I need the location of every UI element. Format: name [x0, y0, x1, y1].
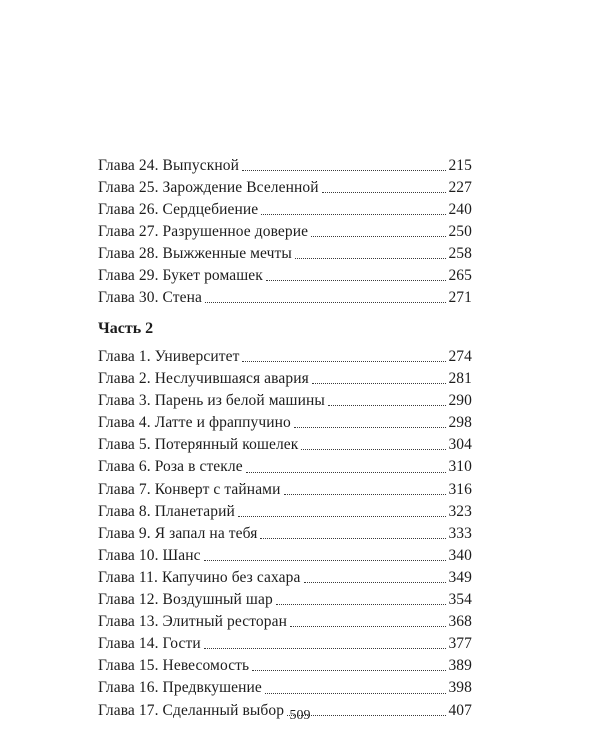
- toc-entry-title: Глава 13. Элитный ресторан: [98, 613, 287, 631]
- toc-entry-page: 271: [448, 289, 472, 306]
- part-2-heading: Часть 2: [98, 320, 154, 337]
- toc-entry-title: Глава 5. Потерянный кошелек: [98, 436, 299, 454]
- toc-entry[interactable]: [98, 545, 472, 567]
- toc-entry[interactable]: [98, 243, 472, 265]
- toc-entry-page: 281: [448, 370, 472, 388]
- dot-leader: [276, 604, 447, 605]
- toc-entry-title: Глава 29. Букет ромашек: [98, 267, 263, 284]
- toc-entry-title: Глава 6. Роза в стекле: [98, 458, 243, 476]
- toc-entry-page: 265: [448, 267, 472, 284]
- toc-entry[interactable]: [98, 265, 472, 287]
- toc-entry-page: 368: [448, 613, 472, 631]
- toc-entry-title: Глава 28. Выжженные мечты: [98, 245, 292, 262]
- toc-entry-page: 354: [448, 591, 472, 609]
- toc-entry-title: Глава 9. Я запал на тебя: [98, 524, 258, 542]
- dot-leader: [312, 383, 447, 384]
- toc-entry-page: 298: [448, 414, 472, 432]
- dot-leader: [261, 214, 446, 215]
- toc-entry-title: Глава 8. Планетарий: [98, 502, 235, 520]
- toc-entry-title: Глава 24. Выпускной: [98, 157, 239, 174]
- toc-entry-title: Глава 27. Разрушенное доверие: [98, 223, 309, 240]
- toc-entry[interactable]: [98, 221, 472, 243]
- toc-entry-title: Глава 26. Сердцебиение: [98, 201, 259, 218]
- toc-entry-page: 316: [448, 480, 472, 498]
- toc-entry-page: 240: [448, 201, 472, 218]
- toc-entry[interactable]: [98, 368, 472, 390]
- toc-entry-page: 323: [448, 502, 472, 520]
- toc-entry-title: Глава 17. Сделанный выбор: [98, 701, 285, 719]
- dot-leader: [290, 626, 446, 627]
- toc-entry-page: 407: [448, 701, 472, 719]
- dot-leader: [242, 361, 446, 362]
- toc-entry[interactable]: [98, 611, 472, 633]
- dot-leader: [311, 236, 446, 237]
- dot-leader: [328, 405, 447, 406]
- toc-entry-page: 304: [448, 436, 472, 454]
- dot-leader: [238, 516, 447, 517]
- toc-entry-page: 215: [448, 157, 472, 174]
- toc-entry[interactable]: [98, 412, 472, 434]
- toc-entry[interactable]: [98, 655, 472, 677]
- toc-entry-title: Глава 4. Латте и фраппучино: [98, 414, 291, 432]
- toc-entry-title: Глава 2. Неслучившаяся авария: [98, 370, 309, 388]
- dot-leader: [265, 693, 447, 694]
- toc-entry[interactable]: [98, 434, 472, 456]
- toc-entry-title: Глава 15. Невесомость: [98, 657, 250, 675]
- toc-entry-page: 340: [448, 546, 472, 564]
- toc-entry-page: 250: [448, 223, 472, 240]
- dot-leader: [252, 670, 446, 671]
- dot-leader: [260, 538, 446, 539]
- toc-entry-title: Глава 1. Университет: [98, 348, 240, 365]
- toc-entry-title: Глава 12. Воздушный шар: [98, 591, 273, 609]
- toc-entry[interactable]: [98, 155, 472, 177]
- toc-entry-page: 377: [448, 635, 472, 653]
- toc-entry-page: 258: [448, 245, 472, 262]
- dot-leader: [284, 494, 447, 495]
- toc-entry[interactable]: [98, 346, 472, 368]
- toc-entry[interactable]: [98, 456, 472, 478]
- toc-entry[interactable]: [98, 501, 472, 523]
- dot-leader: [295, 258, 447, 259]
- toc-entry-title: Глава 25. Зарождение Вселенной: [98, 179, 319, 196]
- dot-leader: [204, 648, 447, 649]
- toc-entry-page: 333: [448, 524, 472, 542]
- toc-entry-page: 349: [448, 568, 472, 586]
- toc-entry[interactable]: [98, 567, 472, 589]
- dot-leader: [294, 427, 447, 428]
- toc-part1-list: [98, 155, 472, 309]
- toc-entry-page: 274: [448, 348, 472, 365]
- toc-entry-page: 389: [448, 657, 472, 675]
- toc-entry[interactable]: [98, 479, 472, 501]
- dot-leader: [304, 582, 447, 583]
- toc-entry[interactable]: [98, 633, 472, 655]
- toc-entry-page: 398: [448, 679, 472, 697]
- toc-entry-title: Глава 16. Предвкушение: [98, 679, 262, 697]
- page-number: 509: [289, 708, 311, 723]
- dot-leader: [204, 560, 447, 561]
- dot-leader: [322, 192, 447, 193]
- toc-entry-title: Глава 14. Гости: [98, 635, 201, 653]
- toc-entry[interactable]: [98, 287, 472, 309]
- toc-entry-title: Глава 11. Капучино без сахара: [98, 568, 301, 586]
- toc-entry[interactable]: [98, 523, 472, 545]
- toc-entry[interactable]: [98, 390, 472, 412]
- toc-entry-title: Глава 3. Парень из белой машины: [98, 392, 325, 410]
- dot-leader: [301, 449, 446, 450]
- toc-part2-list: [98, 346, 472, 722]
- toc-entry[interactable]: [98, 589, 472, 611]
- dot-leader: [266, 280, 447, 281]
- toc-entry-page: 290: [448, 392, 472, 410]
- toc-entry[interactable]: [98, 177, 472, 199]
- dot-leader: [246, 472, 447, 473]
- toc-entry-title: Глава 7. Конверт с тайнами: [98, 480, 281, 498]
- toc-entry[interactable]: [98, 677, 472, 699]
- toc-entry-title: Глава 30. Стена: [98, 289, 203, 306]
- toc-entry-title: Глава 10. Шанс: [98, 546, 201, 564]
- toc-entry-page: 227: [448, 179, 472, 196]
- dot-leader: [242, 170, 446, 171]
- toc-entry[interactable]: [98, 199, 472, 221]
- toc-entry-page: 310: [448, 458, 472, 476]
- dot-leader: [205, 302, 446, 303]
